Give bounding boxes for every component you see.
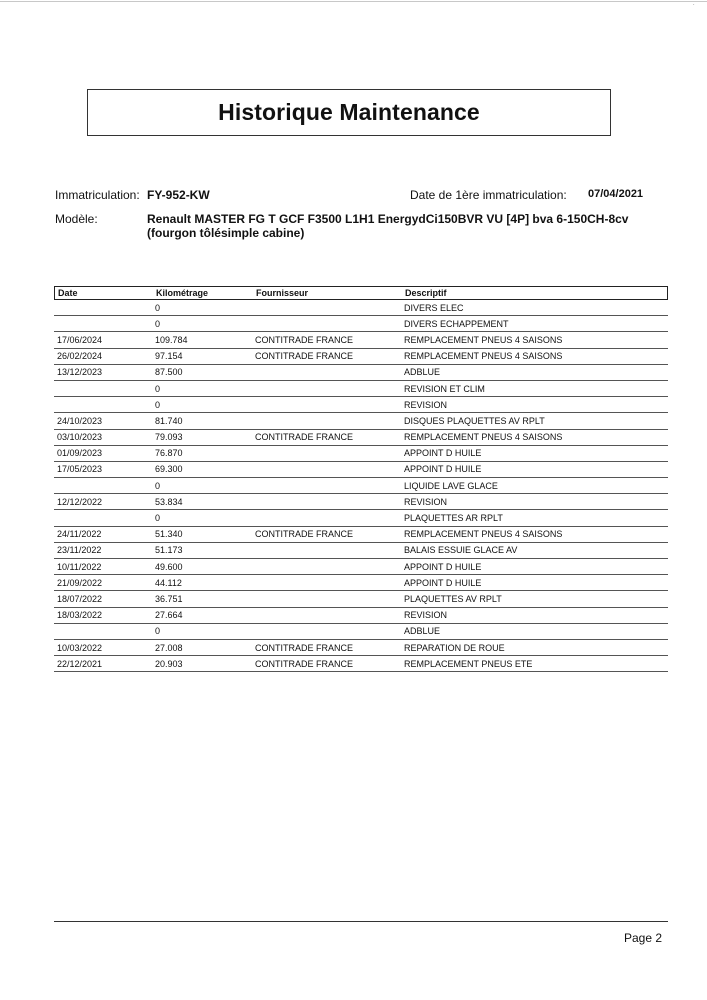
table-row bbox=[54, 608, 668, 624]
cell-kilometrage: 0 bbox=[155, 480, 161, 491]
cell-descriptif: ADBLUE bbox=[404, 367, 441, 378]
cell-descriptif: REVISION bbox=[404, 610, 448, 621]
table-row bbox=[54, 591, 668, 607]
cell-descriptif: REMPLACEMENT PNEUS 4 SAISONS bbox=[404, 334, 563, 345]
cell-date: 17/06/2024 bbox=[57, 334, 103, 345]
cell-kilometrage: 0 bbox=[155, 513, 161, 524]
cell-descriptif: APPOINT D HUILE bbox=[404, 561, 482, 572]
cell-fournisseur: CONTITRADE FRANCE bbox=[255, 334, 354, 345]
first-registration-date-value: 07/04/2021 bbox=[588, 188, 644, 200]
table-row bbox=[54, 640, 668, 656]
cell-descriptif: REMPLACEMENT PNEUS 4 SAISONS bbox=[404, 529, 563, 540]
cell-descriptif: REVISION bbox=[404, 399, 448, 410]
table-row bbox=[54, 559, 668, 575]
column-header-date: Date bbox=[58, 288, 78, 298]
table-row bbox=[54, 300, 668, 316]
cell-kilometrage: 69.300 bbox=[155, 464, 183, 475]
cell-date: 03/10/2023 bbox=[57, 432, 103, 443]
cell-descriptif: ADBLUE bbox=[404, 626, 441, 637]
cell-kilometrage: 53.834 bbox=[155, 496, 183, 507]
cell-date: 18/03/2022 bbox=[57, 610, 103, 621]
cell-kilometrage: 0 bbox=[155, 318, 161, 329]
cell-descriptif: DISQUES PLAQUETTES AV RPLT bbox=[404, 415, 545, 426]
cell-kilometrage: 0 bbox=[155, 626, 161, 637]
cell-descriptif: PLAQUETTES AV RPLT bbox=[404, 593, 502, 604]
table-row bbox=[54, 413, 668, 429]
table-row bbox=[54, 365, 668, 381]
maintenance-table bbox=[54, 286, 668, 672]
page-number: Page 2 bbox=[624, 931, 663, 945]
top-divider bbox=[0, 1, 707, 2]
title-box bbox=[87, 89, 611, 136]
table-row bbox=[54, 478, 668, 494]
cell-date: 22/12/2021 bbox=[57, 658, 103, 669]
column-header-kilometrage: Kilométrage bbox=[156, 288, 209, 298]
cell-descriptif: APPOINT D HUILE bbox=[404, 577, 482, 588]
cell-descriptif: DIVERS ECHAPPEMENT bbox=[404, 318, 509, 329]
cell-date: 18/07/2022 bbox=[57, 593, 103, 604]
cell-fournisseur: CONTITRADE FRANCE bbox=[255, 529, 354, 540]
cell-kilometrage: 27.008 bbox=[155, 642, 183, 653]
cell-date: 13/12/2023 bbox=[57, 367, 103, 378]
table-row bbox=[54, 494, 668, 510]
cell-date: 26/02/2024 bbox=[57, 351, 103, 362]
cell-date: 23/11/2022 bbox=[57, 545, 102, 556]
cell-descriptif: BALAIS ESSUIE GLACE AV bbox=[404, 545, 518, 556]
cell-descriptif: APPOINT D HUILE bbox=[404, 464, 482, 475]
cell-kilometrage: 20.903 bbox=[155, 658, 183, 669]
page-title: Historique Maintenance bbox=[218, 99, 480, 125]
cell-kilometrage: 27.664 bbox=[155, 610, 183, 621]
cell-descriptif: PLAQUETTES AR RPLT bbox=[404, 513, 503, 524]
cell-kilometrage: 81.740 bbox=[155, 415, 183, 426]
cell-descriptif: DIVERS ELEC bbox=[404, 302, 464, 313]
cell-kilometrage: 97.154 bbox=[155, 351, 183, 362]
table-row bbox=[54, 446, 668, 462]
table-body bbox=[54, 300, 668, 672]
table-row bbox=[54, 543, 668, 559]
cell-date: 01/09/2023 bbox=[57, 448, 103, 459]
cell-kilometrage: 36.751 bbox=[155, 593, 183, 604]
table-row bbox=[54, 624, 668, 640]
table-row bbox=[54, 575, 668, 591]
immatriculation-label: Immatriculation: bbox=[55, 188, 140, 202]
table-row bbox=[54, 349, 668, 365]
cell-date: 24/10/2023 bbox=[57, 415, 103, 426]
model-label: Modèle: bbox=[55, 212, 98, 226]
cell-kilometrage: 49.600 bbox=[155, 561, 183, 572]
cell-descriptif: REMPLACEMENT PNEUS 4 SAISONS bbox=[404, 351, 563, 362]
cell-date: 21/09/2022 bbox=[57, 577, 103, 588]
column-header-fournisseur: Fournisseur bbox=[256, 288, 309, 298]
cell-date: 24/11/2022 bbox=[57, 529, 102, 540]
cell-kilometrage: 51.173 bbox=[155, 545, 183, 556]
cell-kilometrage: 0 bbox=[155, 383, 161, 394]
cell-descriptif: LIQUIDE LAVE GLACE bbox=[404, 480, 498, 491]
corner-mark: · bbox=[692, 0, 695, 9]
table-row bbox=[54, 332, 668, 348]
cell-date: 12/12/2022 bbox=[57, 496, 103, 507]
cell-fournisseur: CONTITRADE FRANCE bbox=[255, 351, 354, 362]
footer-divider bbox=[54, 921, 668, 922]
cell-fournisseur: CONTITRADE FRANCE bbox=[255, 432, 354, 443]
cell-date: 10/03/2022 bbox=[57, 642, 103, 653]
cell-descriptif: REMPLACEMENT PNEUS 4 SAISONS bbox=[404, 432, 563, 443]
table-row bbox=[54, 316, 668, 332]
cell-kilometrage: 51.340 bbox=[155, 529, 183, 540]
cell-kilometrage: 76.870 bbox=[155, 448, 183, 459]
table-row bbox=[54, 510, 668, 526]
table-row bbox=[54, 381, 668, 397]
cell-descriptif: APPOINT D HUILE bbox=[404, 448, 482, 459]
column-header-descriptif: Descriptif bbox=[405, 288, 447, 298]
cell-descriptif: REMPLACEMENT PNEUS ETE bbox=[404, 658, 533, 669]
table-row bbox=[54, 430, 668, 446]
cell-date: 17/05/2023 bbox=[57, 464, 103, 475]
model-value: Renault MASTER FG T GCF F3500 L1H1 EnergydCi150BVR VU [4P] bva 6-150CH-8cv (fourgon tôlésimple cabine) bbox=[147, 212, 629, 240]
cell-kilometrage: 44.112 bbox=[155, 577, 182, 588]
cell-descriptif: REVISION bbox=[404, 496, 448, 507]
table-row bbox=[54, 397, 668, 413]
cell-kilometrage: 0 bbox=[155, 399, 161, 410]
immatriculation-value: FY-952-KW bbox=[147, 188, 210, 202]
table-header bbox=[54, 286, 668, 300]
cell-fournisseur: CONTITRADE FRANCE bbox=[255, 658, 354, 669]
cell-kilometrage: 87.500 bbox=[155, 367, 183, 378]
cell-kilometrage: 0 bbox=[155, 302, 161, 313]
table-row bbox=[54, 462, 668, 478]
cell-date: 10/11/2022 bbox=[57, 561, 102, 572]
table-row bbox=[54, 527, 668, 543]
cell-fournisseur: CONTITRADE FRANCE bbox=[255, 642, 354, 653]
cell-descriptif: REVISION ET CLIM bbox=[404, 383, 485, 394]
cell-kilometrage: 109.784 bbox=[155, 334, 188, 345]
table-row bbox=[54, 656, 668, 672]
cell-kilometrage: 79.093 bbox=[155, 432, 183, 443]
first-registration-date-label: Date de 1ère immatriculation: bbox=[410, 188, 567, 202]
cell-descriptif: REPARATION DE ROUE bbox=[404, 642, 505, 653]
